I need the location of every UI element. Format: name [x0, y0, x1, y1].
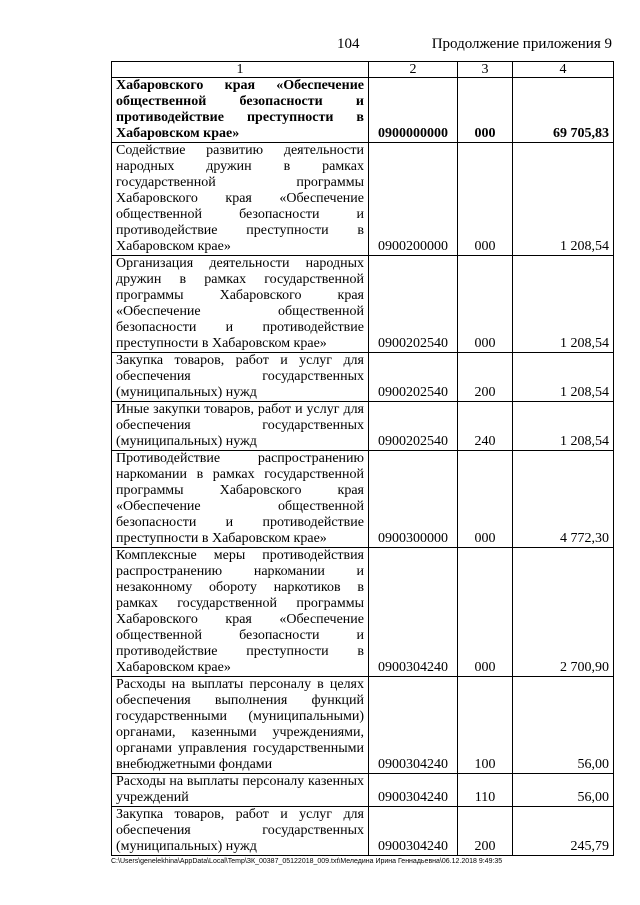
row-name: Противодействие распространению наркомании в рамках государственной программы Хабаровского края «Обеспечение общественной безопасности и противодействие преступности в Хабаровском крае» — [112, 451, 369, 548]
column-header-code: 2 — [369, 62, 458, 78]
table-row — [112, 807, 614, 856]
column-header-kind: 3 — [458, 62, 513, 78]
row-expense-kind: 240 — [458, 402, 513, 451]
table-row — [112, 677, 614, 774]
row-expense-kind: 200 — [458, 353, 513, 402]
file-path-footer: C:\Users\genelekhina\AppData\Local\Temp\ЗК_00387_05122018_009.txt\Меледина Ирина Геннадьевна\06.12.2018 9:49:35 — [111, 858, 503, 865]
row-target-code: 0900304240 — [369, 774, 458, 807]
row-name: Иные закупки товаров, работ и услуг для обеспечения государственных (муниципальных) нужд — [112, 402, 369, 451]
row-name: Содействие развитию деятельности народных дружин в рамках государственной программы Хабаровского края «Обеспечение общественной безопасности и противодействие преступности в Хабаровском крае» — [112, 143, 369, 256]
column-header-sum: 4 — [513, 62, 614, 78]
row-expense-kind: 000 — [458, 548, 513, 677]
row-expense-kind: 100 — [458, 677, 513, 774]
row-sum: 245,79 — [513, 807, 614, 856]
page-number: 104 — [337, 36, 360, 52]
row-expense-kind: 000 — [458, 256, 513, 353]
row-sum: 1 208,54 — [513, 353, 614, 402]
table-row — [112, 548, 614, 677]
row-expense-kind: 200 — [458, 807, 513, 856]
row-name: Хабаровского края «Обеспечение общественной безопасности и противодействие преступности в Хабаровском крае» — [112, 78, 369, 143]
table-row — [112, 256, 614, 353]
table-body — [112, 78, 614, 856]
table-row — [112, 774, 614, 807]
row-target-code: 0900202540 — [369, 402, 458, 451]
row-name: Комплексные меры противодействия распространению наркомании и незаконному обороту наркотиков в рамках государственной программы Хабаровского края «Обеспечение общественной безопасности и противодействие преступности в Хабаровском крае» — [112, 548, 369, 677]
appendix-continuation-title: Продолжение приложения 9 — [431, 36, 612, 52]
row-name: Закупка товаров, работ и услуг для обеспечения государственных (муниципальных) нужд — [112, 807, 369, 856]
row-sum: 56,00 — [513, 677, 614, 774]
row-name: Расходы на выплаты персоналу казенных учреждений — [112, 774, 369, 807]
row-target-code: 0900000000 — [369, 78, 458, 143]
row-name: Организация деятельности народных дружин в рамках государственной программы Хабаровского края «Обеспечение общественной безопасности и противодействие преступности в Хабаровском крае» — [112, 256, 369, 353]
table-header — [112, 62, 614, 78]
row-sum: 1 208,54 — [513, 143, 614, 256]
row-sum: 1 208,54 — [513, 402, 614, 451]
row-target-code: 0900304240 — [369, 677, 458, 774]
row-sum: 2 700,90 — [513, 548, 614, 677]
row-sum: 1 208,54 — [513, 256, 614, 353]
row-target-code: 0900202540 — [369, 353, 458, 402]
row-target-code: 0900304240 — [369, 548, 458, 677]
row-expense-kind: 110 — [458, 774, 513, 807]
row-expense-kind: 000 — [458, 143, 513, 256]
table-row — [112, 353, 614, 402]
row-name: Закупка товаров, работ и услуг для обеспечения государственных (муниципальных) нужд — [112, 353, 369, 402]
table-row — [112, 78, 614, 143]
row-target-code: 0900300000 — [369, 451, 458, 548]
table-row — [112, 143, 614, 256]
row-target-code: 0900202540 — [369, 256, 458, 353]
row-expense-kind: 000 — [458, 78, 513, 143]
row-target-code: 0900200000 — [369, 143, 458, 256]
row-target-code: 0900304240 — [369, 807, 458, 856]
table-row — [112, 402, 614, 451]
budget-table — [111, 61, 614, 856]
row-sum: 69 705,83 — [513, 78, 614, 143]
row-expense-kind: 000 — [458, 451, 513, 548]
table-row — [112, 451, 614, 548]
column-header-name: 1 — [112, 62, 369, 78]
row-sum: 56,00 — [513, 774, 614, 807]
row-sum: 4 772,30 — [513, 451, 614, 548]
row-name: Расходы на выплаты персоналу в целях обеспечения выполнения функций государственными (муниципальными) органами, казенными учреждениями, органами управления государственными внебюджетными фондами — [112, 677, 369, 774]
